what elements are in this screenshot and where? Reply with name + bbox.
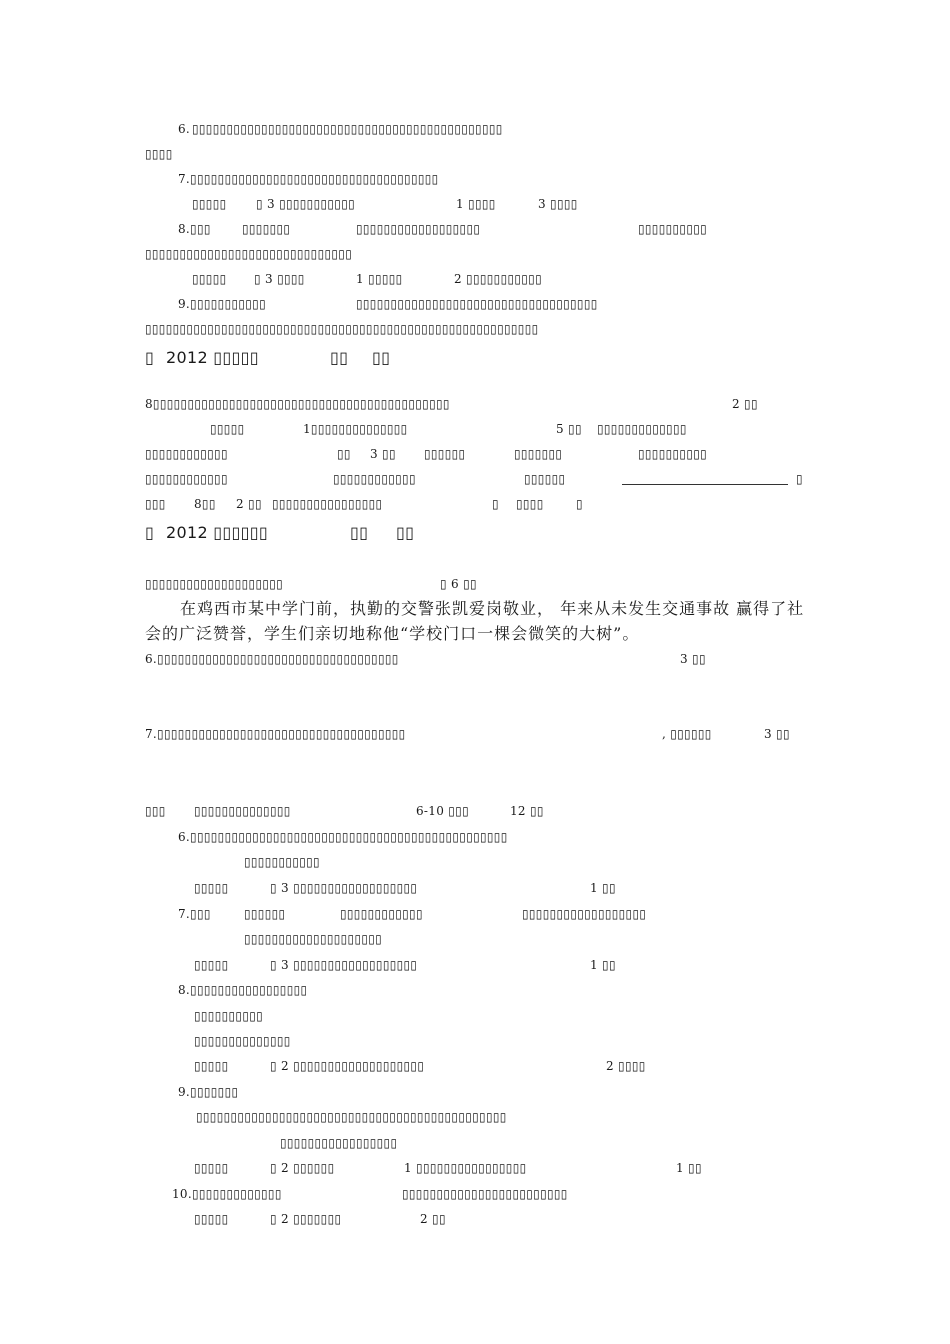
text-line: 3 ▯▯ — [764, 727, 790, 741]
text-line: 8.▯▯▯▯▯▯▯▯▯▯▯▯▯▯▯▯▯ — [178, 983, 308, 997]
text-line: ▯▯▯▯▯ — [194, 1161, 229, 1175]
text-line: ▯▯▯▯▯▯▯▯▯▯▯▯▯▯▯▯▯▯▯▯ — [244, 932, 383, 946]
text-line: ▯▯▯▯▯▯▯▯▯▯▯▯▯ — [597, 422, 687, 436]
text-line: ▯▯▯▯▯▯▯▯▯▯▯▯▯▯ — [194, 1034, 291, 1048]
text-line: ▯▯▯▯▯ — [194, 1212, 229, 1226]
text-line: ▯ — [796, 472, 803, 486]
text-line: 1 ▯▯▯▯▯▯▯▯▯▯▯▯▯▯▯▯ — [404, 1161, 527, 1175]
text-line: ▯▯▯▯ — [145, 147, 173, 161]
text-line: 7.▯▯▯ — [178, 907, 211, 921]
text-line: , ▯▯▯▯▯▯ — [662, 727, 712, 741]
text-line: ▯ 3 ▯▯▯▯▯▯▯▯▯▯▯▯▯▯▯▯▯▯ — [270, 958, 418, 972]
text-line: 6. — [178, 122, 191, 136]
text-line: ▯▯▯▯▯▯ — [524, 472, 566, 486]
text-line: ▯▯▯▯▯ — [192, 197, 227, 211]
text-line: ▯ 2 ▯▯▯▯▯▯ — [270, 1161, 335, 1175]
text-line: ▯▯▯▯▯▯▯ — [242, 222, 291, 236]
section-heading: ▯▯ — [330, 348, 349, 367]
text-line: ▯▯▯▯▯▯▯ — [514, 447, 563, 461]
text-line: ▯▯▯▯▯▯▯▯▯▯▯▯▯▯▯▯▯▯▯▯▯▯▯▯▯▯▯▯▯▯▯▯▯▯▯ — [356, 297, 598, 311]
text-line: ▯▯▯ — [145, 497, 166, 511]
text-line: 会的广泛赞誉，学生们亲切地称他“学校门口一棵会微笑的大树”。 — [145, 624, 640, 643]
text-line: ▯▯▯▯▯▯▯▯▯▯▯▯▯▯ — [194, 804, 291, 818]
text-line: ▯▯▯▯▯▯▯▯▯▯▯▯▯▯▯▯▯▯▯▯▯▯▯▯▯▯▯▯▯▯▯▯▯▯▯▯▯▯▯▯▯▯▯▯▯▯▯▯▯▯▯▯▯▯▯▯▯ — [145, 322, 539, 336]
text-line: ▯ 2 ▯▯▯▯▯▯▯▯▯▯▯▯▯▯▯▯▯▯▯ — [270, 1059, 425, 1073]
text-line: 1 ▯▯▯▯▯ — [356, 272, 403, 286]
text-line: ▯ 3 ▯▯▯▯ — [254, 272, 305, 286]
text-line: ▯▯▯▯▯▯▯▯▯▯▯▯ — [333, 472, 416, 486]
text-line: ▯▯▯▯▯▯▯▯▯▯ — [638, 447, 708, 461]
text-line: 1 ▯▯▯▯ — [456, 197, 496, 211]
text-line: ▯▯▯▯▯▯ — [424, 447, 466, 461]
section-heading: ▯ — [145, 348, 155, 367]
text-line: 2 ▯▯▯▯ — [606, 1059, 646, 1073]
text-line: 2 ▯▯ — [236, 497, 262, 511]
section-heading: 2012 ▯▯▯▯▯ — [166, 348, 259, 367]
text-line: 5 ▯▯ — [556, 422, 582, 436]
text-line: ▯▯▯▯▯▯▯▯▯▯▯▯▯▯▯▯▯▯▯▯▯▯▯▯▯▯▯▯▯▯ — [145, 247, 353, 261]
text-line: ▯▯▯▯▯▯▯▯▯▯▯▯▯▯▯▯▯▯ — [522, 907, 647, 921]
text-line: 2 ▯▯▯▯▯▯▯▯▯▯▯ — [454, 272, 542, 286]
text-line: ▯▯▯▯ — [516, 497, 544, 511]
section-heading: 2012 ▯▯▯▯▯▯ — [166, 523, 268, 542]
text-line: ▯▯▯▯▯▯▯▯▯▯▯▯ — [145, 447, 228, 461]
text-line: ▯▯▯ — [145, 804, 166, 818]
text-line: ▯▯▯▯▯ — [194, 1059, 229, 1073]
text-line: 在鸡西市某中学门前，执勤的交警张凯爱岗敬业， 年来从未发生交通事故 赢得了社 — [180, 599, 805, 618]
text-line: 12 ▯▯ — [510, 804, 544, 818]
text-line: ▯▯▯▯▯▯▯▯▯▯▯▯▯▯▯▯ — [272, 497, 383, 511]
text-line: 10.▯▯▯▯▯▯▯▯▯▯▯▯▯ — [172, 1187, 282, 1201]
section-heading: ▯▯ — [372, 348, 391, 367]
section-heading: ▯▯ — [396, 523, 415, 542]
text-line: 7.▯▯▯▯▯▯▯▯▯▯▯▯▯▯▯▯▯▯▯▯▯▯▯▯▯▯▯▯▯▯▯▯▯▯▯▯ — [178, 172, 439, 186]
text-line: 2 ▯▯ — [420, 1212, 446, 1226]
text-line: 2 ▯▯ — [732, 397, 758, 411]
text-line: 1 ▯▯ — [590, 958, 616, 972]
text-line: 3 ▯▯▯▯ — [538, 197, 578, 211]
text-line: ▯▯▯▯▯ — [194, 881, 229, 895]
text-line: ▯▯▯▯▯▯▯▯▯▯ — [638, 222, 708, 236]
text-line: 3 ▯▯ — [370, 447, 396, 461]
text-line: 3 ▯▯ — [680, 652, 706, 666]
text-line: 8▯▯▯▯▯▯▯▯▯▯▯▯▯▯▯▯▯▯▯▯▯▯▯▯▯▯▯▯▯▯▯▯▯▯▯▯▯▯▯▯▯▯▯ — [145, 397, 450, 411]
text-line: ▯▯▯▯▯▯▯▯▯▯▯▯▯▯▯▯▯▯▯▯▯▯▯▯ — [402, 1187, 568, 1201]
text-line: ▯ 6 ▯▯ — [440, 577, 477, 591]
text-line: ▯▯▯▯▯▯▯▯▯▯▯▯ — [145, 472, 228, 486]
text-line: 6.▯▯▯▯▯▯▯▯▯▯▯▯▯▯▯▯▯▯▯▯▯▯▯▯▯▯▯▯▯▯▯▯▯▯▯▯▯▯▯▯▯▯▯▯▯▯ — [178, 830, 508, 844]
text-line: ▯▯▯▯▯▯ — [244, 907, 286, 921]
section-heading: ▯▯ — [350, 523, 369, 542]
text-line: 6-10 ▯▯▯ — [416, 804, 469, 818]
text-line: ▯▯▯▯▯▯▯▯▯▯▯▯▯▯▯▯▯▯▯▯▯▯▯▯▯▯▯▯▯▯▯▯▯▯▯▯▯▯▯▯▯▯▯▯▯ — [196, 1110, 507, 1124]
text-line: 1 ▯▯ — [590, 881, 616, 895]
text-line: ▯ — [492, 497, 499, 511]
text-line: 9.▯▯▯▯▯▯▯ — [178, 1085, 239, 1099]
text-line: ▯ — [576, 497, 583, 511]
text-line: ▯▯▯▯▯▯▯▯▯▯▯▯▯▯▯▯▯▯▯▯ — [145, 577, 284, 591]
text-line: 8▯▯ — [194, 497, 216, 511]
text-line: 1▯▯▯▯▯▯▯▯▯▯▯▯▯▯ — [303, 422, 408, 436]
text-line: ▯▯▯▯▯▯▯▯▯▯▯▯▯▯▯▯▯▯ — [356, 222, 481, 236]
text-line: ▯▯▯▯▯ — [192, 272, 227, 286]
text-line: 9.▯▯▯▯▯▯▯▯▯▯▯ — [178, 297, 266, 311]
section-heading: ▯ — [145, 523, 155, 542]
text-line: ▯▯▯▯▯▯▯▯▯▯▯▯ — [340, 907, 423, 921]
text-line: 8.▯▯▯ — [178, 222, 211, 236]
text-line: 1 ▯▯ — [676, 1161, 702, 1175]
text-line: ▯▯▯▯▯ — [210, 422, 245, 436]
text-line: ▯▯▯▯▯▯▯▯▯▯▯▯▯▯▯▯▯ — [280, 1136, 398, 1150]
text-line: 7.▯▯▯▯▯▯▯▯▯▯▯▯▯▯▯▯▯▯▯▯▯▯▯▯▯▯▯▯▯▯▯▯▯▯▯▯ — [145, 727, 406, 741]
text-line: ▯▯▯▯▯▯▯▯▯▯ — [194, 1009, 264, 1023]
answer-blank — [622, 484, 788, 485]
text-line: ▯▯▯▯▯▯▯▯▯▯▯▯▯▯▯▯▯▯▯▯▯▯▯▯▯▯▯▯▯▯▯▯▯▯▯▯▯▯▯▯▯▯▯▯▯ — [192, 122, 503, 136]
text-line: ▯▯▯▯▯▯▯▯▯▯▯ — [244, 855, 320, 869]
text-line: ▯ 2 ▯▯▯▯▯▯▯ — [270, 1212, 342, 1226]
text-line: ▯▯ — [337, 447, 351, 461]
text-line: ▯ 3 ▯▯▯▯▯▯▯▯▯▯▯▯▯▯▯▯▯▯ — [270, 881, 418, 895]
text-line: ▯ 3 ▯▯▯▯▯▯▯▯▯▯▯ — [256, 197, 356, 211]
text-line: ▯▯▯▯▯ — [194, 958, 229, 972]
text-line: 6.▯▯▯▯▯▯▯▯▯▯▯▯▯▯▯▯▯▯▯▯▯▯▯▯▯▯▯▯▯▯▯▯▯▯▯ — [145, 652, 399, 666]
